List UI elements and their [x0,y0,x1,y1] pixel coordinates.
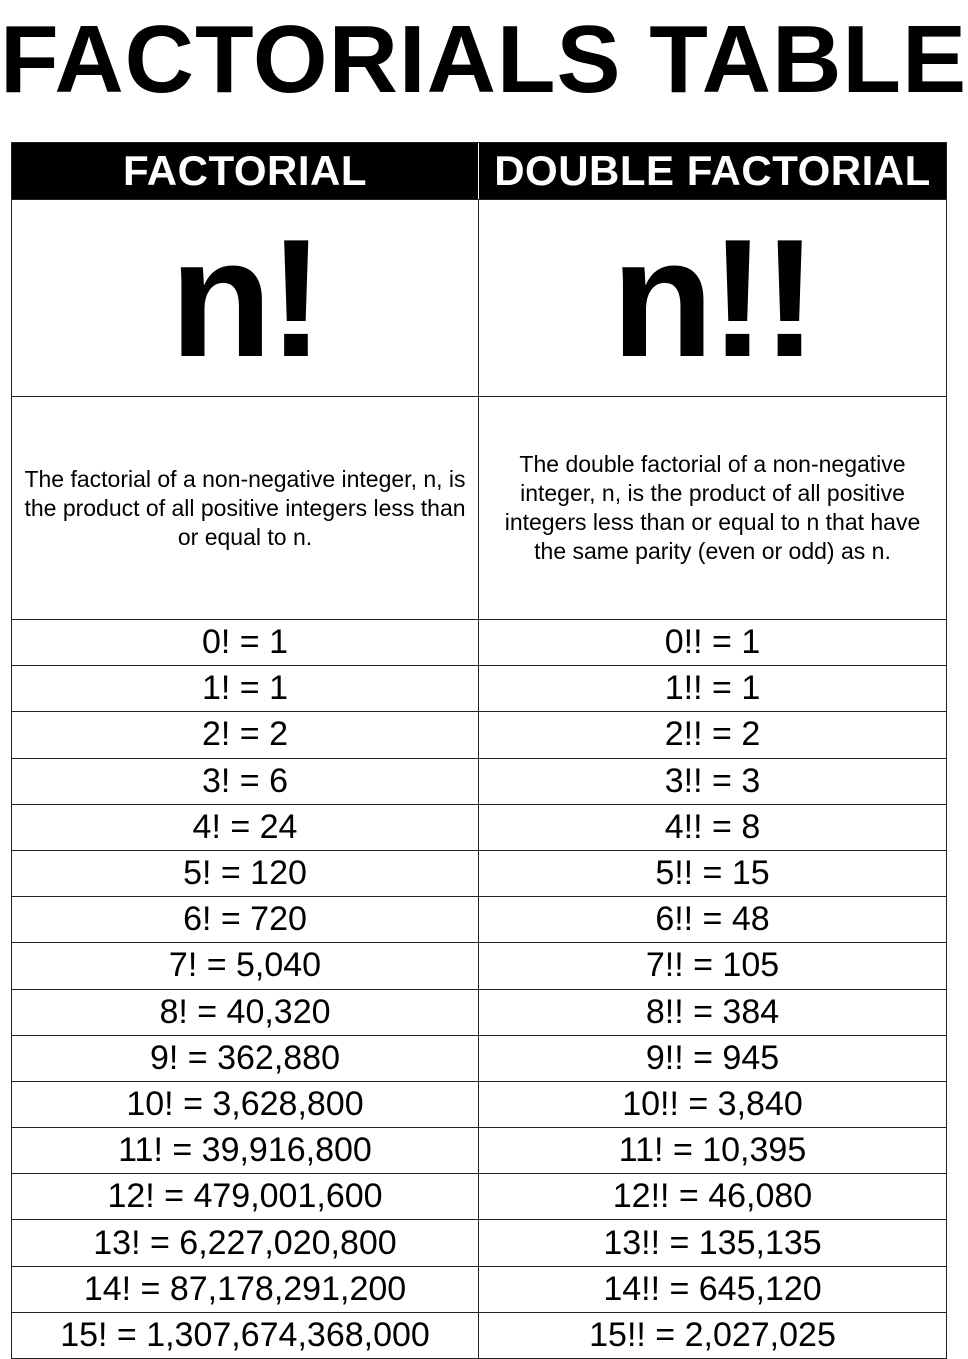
description-row [12,396,946,619]
table-row [12,1266,946,1312]
double-factorial-value: 10!! = 3,840 [622,1084,803,1123]
double-factorial-value: 1!! = 1 [664,669,761,708]
double-factorial-value: 4!! = 8 [664,807,761,846]
table-row [12,1219,946,1265]
double-factorial-value: 6!! = 48 [655,900,770,939]
factorial-value: 7! = 5,040 [12,943,479,988]
header-row [12,143,946,199]
table-row [12,1127,946,1173]
table-row [12,711,946,757]
table-row [12,758,946,804]
table-row [12,665,946,711]
double-factorial-value: 11! = 10,395 [618,1131,807,1170]
factorial-value: 1! = 1 [12,666,479,711]
double-factorial-description: The double factorial of a non-negative integer, n, is the product of all positive integers less than or equal to n that have the same parity (even or odd) as n. [504,451,921,564]
table-row [12,1173,946,1219]
table-row [12,942,946,988]
double-factorial-value: 0!! = 1 [664,623,761,662]
data-rows [12,619,946,1358]
double-factorial-value: 8!! = 384 [645,992,780,1031]
factorial-value: 10! = 3,628,800 [12,1082,479,1127]
page-title: FACTORIALS TABLE [0,6,968,113]
table-row [12,804,946,850]
factorial-value: 9! = 362,880 [12,1036,479,1081]
double-factorial-description-cell [479,397,946,619]
factorial-symbol: n! [12,200,479,396]
table-row [12,1081,946,1127]
table-row [12,989,946,1035]
table-row [12,619,946,665]
factorial-value: 8! = 40,320 [12,990,479,1035]
double-factorial-value: 12!! = 46,080 [612,1177,813,1216]
double-factorial-value: 9!! = 945 [645,1038,780,1077]
header-double-factorial: DOUBLE FACTORIAL [494,147,931,194]
header-factorial: FACTORIAL [12,143,479,199]
double-factorial-symbol: n!! [611,204,814,392]
factorials-table [11,142,947,1359]
table-row [12,1312,946,1358]
factorial-value: 3! = 6 [12,759,479,804]
factorial-value: 12! = 479,001,600 [12,1174,479,1219]
factorial-value: 15! = 1,307,674,368,000 [12,1313,479,1358]
table-row [12,1035,946,1081]
factorial-value: 2! = 2 [12,712,479,757]
factorial-value: 5! = 120 [12,851,479,896]
double-factorial-value: 14!! = 645,120 [603,1269,822,1308]
factorial-description-cell [12,397,479,619]
factorial-value: 0! = 1 [12,620,479,665]
factorial-value: 14! = 87,178,291,200 [12,1267,479,1312]
factorial-value: 13! = 6,227,020,800 [12,1220,479,1265]
factorial-value: 11! = 39,916,800 [12,1128,479,1173]
double-factorial-value: 13!! = 135,135 [603,1223,822,1262]
factorial-value: 4! = 24 [12,805,479,850]
double-factorial-value: 3!! = 3 [664,761,761,800]
symbol-row [12,199,946,396]
double-factorial-value: 7!! = 105 [645,946,780,985]
double-factorial-value: 15!! = 2,027,025 [589,1315,836,1354]
table-row [12,896,946,942]
factorial-description: The factorial of a non-negative integer, n, is the product of all positive integers less than or equal to n. [24,465,466,550]
table-row [12,850,946,896]
factorial-value: 6! = 720 [12,897,479,942]
double-factorial-value: 2!! = 2 [664,715,761,754]
double-factorial-value: 5!! = 15 [655,854,770,893]
